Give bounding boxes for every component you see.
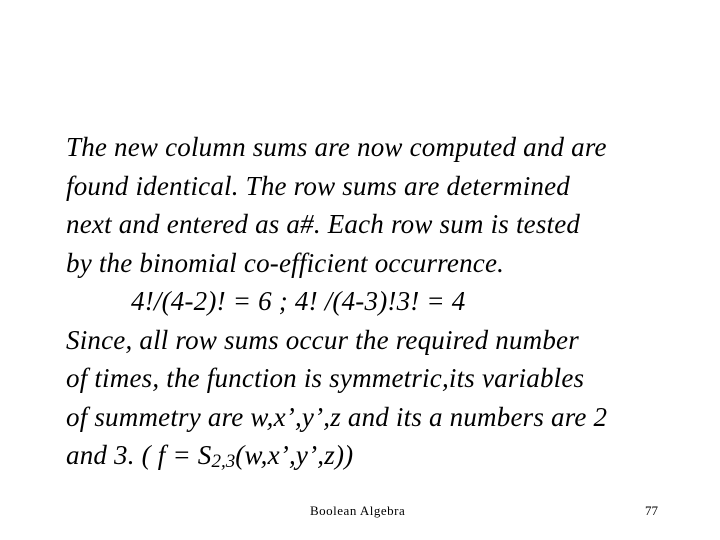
body-line-3: next and entered as a#. Each row sum is tested: [66, 209, 581, 239]
page-number: 77: [645, 503, 658, 518]
body-line-8: of summetry are w,x’,y’,z and its a numbers are 2: [66, 401, 608, 432]
footer-title: Boolean Algebra: [310, 503, 406, 518]
body-line-6: Since, all row sums occur the required number: [66, 324, 579, 355]
body-line-1: The new column sums are now computed and are: [66, 132, 607, 162]
body-line-2: found identical. The row sums are determined: [66, 170, 571, 201]
symmetric-function-suffix: (w,x’,y’,z)): [235, 440, 354, 470]
symmetric-function-prefix: and 3. ( f = S: [66, 440, 212, 470]
body-line-9: [66, 436, 714, 475]
formula-line: 4!/(4-2)! = 6 ; 4! /(4-3)!3! = 4: [131, 286, 466, 316]
body-line-4: by the binomial co-efficient occurrence.: [66, 247, 505, 278]
symmetric-function-subscript: 2,3: [211, 451, 236, 472]
body-line-7: of times, the function is symmetric,its variables: [66, 363, 585, 393]
slide-body-text: [66, 128, 714, 475]
